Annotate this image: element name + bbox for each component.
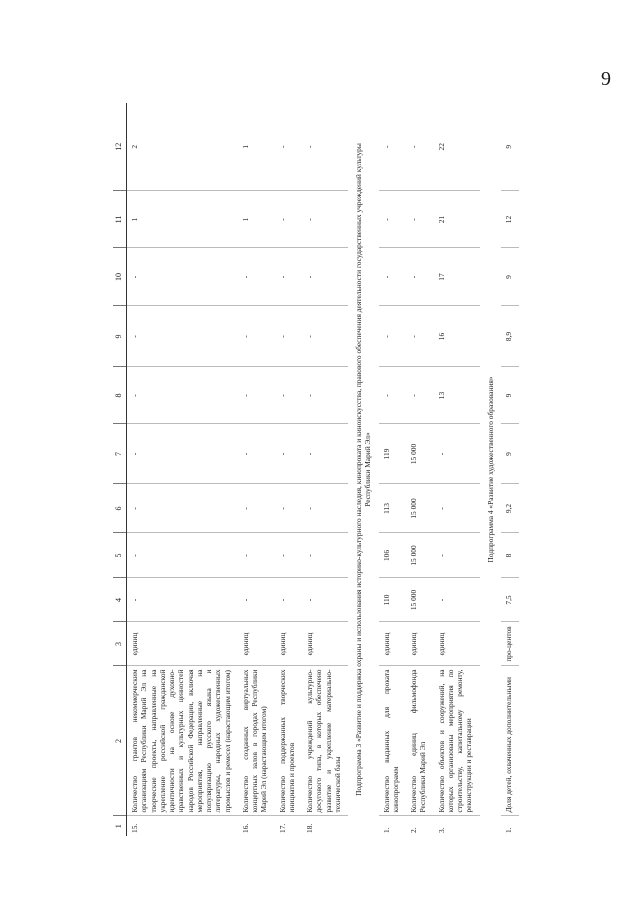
col-12-header: 12 (113, 103, 127, 191)
table-row (434, 103, 480, 836)
value-cell: - (127, 533, 238, 578)
value-cell: - (406, 306, 434, 367)
value-cell: 15 000 (406, 578, 434, 622)
table-row (379, 103, 407, 836)
row-number: 1. (381, 827, 391, 833)
value-cell: 17 (434, 248, 480, 306)
value-cell: 22 (434, 103, 480, 191)
table-row (406, 103, 434, 836)
col-10-header: 10 (113, 248, 127, 306)
value-cell: 15 000 (406, 533, 434, 578)
value-cell: - (406, 248, 434, 306)
unit: единиц (434, 622, 480, 666)
value-cell: 9 (501, 424, 519, 484)
value-cell: - (406, 367, 434, 424)
value-cell: 16 (434, 306, 480, 367)
value-cell: - (379, 306, 407, 367)
value-cell: - (302, 484, 348, 533)
value-cell: - (238, 578, 275, 622)
indicator-name: Количество созданных виртуальных концертных залов в городах Республики Марий Эл (нарастающим итогом) (238, 666, 275, 816)
value-cell: - (127, 424, 238, 484)
unit: единиц (275, 622, 303, 666)
col-3-header: 3 (113, 622, 127, 666)
value-cell: - (275, 424, 303, 484)
row-number: 16. (240, 823, 250, 833)
value-cell: 8 (501, 533, 519, 578)
value-cell: - (379, 103, 407, 191)
rotated-table-container (113, 103, 523, 836)
col-8-header: 8 (113, 367, 127, 424)
value-cell: - (127, 484, 238, 533)
value-cell: - (275, 484, 303, 533)
value-cell: 119 (379, 424, 407, 484)
value-cell: - (238, 424, 275, 484)
value-cell: 9 (501, 248, 519, 306)
unit: единиц (127, 622, 238, 666)
value-cell: 1 (238, 191, 275, 248)
value-cell: - (302, 103, 348, 191)
value-cell: 13 (434, 367, 480, 424)
unit: единиц (238, 622, 275, 666)
value-cell: - (434, 424, 480, 484)
value-cell: - (406, 103, 434, 191)
value-cell: - (275, 248, 303, 306)
value-cell: - (238, 484, 275, 533)
value-cell: - (275, 367, 303, 424)
value-cell: - (238, 533, 275, 578)
col-2-header: 2 (113, 666, 127, 816)
row-number: 1. (503, 827, 513, 833)
value-cell: - (379, 367, 407, 424)
value-cell: - (238, 306, 275, 367)
value-cell: - (434, 484, 480, 533)
table-row (238, 103, 275, 836)
value-cell: - (127, 306, 238, 367)
unit: единиц (406, 622, 434, 666)
unit: единиц (302, 622, 348, 666)
value-cell: - (406, 191, 434, 248)
value-cell: - (302, 248, 348, 306)
indicator-name: Количество объектов и сооружений, на которых организованы мероприятия по строительству, капитальному ремонту, реконструкции и реставрации (434, 666, 480, 816)
value-cell: - (275, 103, 303, 191)
table-row (127, 103, 238, 836)
value-cell: - (238, 367, 275, 424)
col-5-header: 5 (113, 533, 127, 578)
row-number: 2. (409, 827, 418, 833)
col-9-header: 9 (113, 306, 127, 367)
value-cell: - (127, 248, 238, 306)
row-number: 15. (130, 823, 139, 833)
value-cell: - (379, 191, 407, 248)
col-6-header: 6 (113, 484, 127, 533)
value-cell: - (238, 248, 275, 306)
value-cell: 2 (127, 103, 238, 191)
subprogram-4-heading-row (480, 103, 501, 836)
value-cell: - (379, 248, 407, 306)
value-cell: - (275, 306, 303, 367)
value-cell: 15 000 (406, 424, 434, 484)
col-7-header: 7 (113, 424, 127, 484)
indicator-name: Количество поддержанных творческих инициатив и проектов (275, 666, 303, 816)
value-cell: 12 (501, 191, 519, 248)
subprogram-3-heading-row (348, 103, 379, 836)
value-cell: 15 000 (406, 484, 434, 533)
indicator-name: Доля детей, охваченных дополнительными (501, 666, 519, 816)
value-cell: 8,9 (501, 306, 519, 367)
value-cell: - (302, 424, 348, 484)
value-cell: - (275, 191, 303, 248)
value-cell: - (434, 578, 480, 622)
value-cell: - (275, 578, 303, 622)
value-cell: 110 (379, 578, 407, 622)
table-row (302, 103, 348, 836)
table-row (275, 103, 303, 836)
row-number: 17. (277, 823, 287, 833)
indicator-name: Количество учреждений культурно-досугового типа, в которых обеспечено развитие и укрепление материально-технической базы (302, 666, 348, 816)
value-cell: 1 (238, 103, 275, 191)
value-cell: 9 (501, 103, 519, 191)
value-cell: - (434, 533, 480, 578)
column-number-row (113, 103, 127, 836)
row-number: 18. (305, 823, 314, 833)
value-cell: - (302, 578, 348, 622)
subprogram-4-heading: Подпрограмма 4 «Развитие художественного образования» (485, 376, 495, 563)
indicators-table (113, 103, 519, 836)
value-cell: - (302, 306, 348, 367)
col-1-header: 1 (113, 816, 127, 836)
unit: единиц (379, 622, 407, 666)
value-cell: - (302, 533, 348, 578)
value-cell: - (127, 578, 238, 622)
value-cell: - (127, 367, 238, 424)
col-11-header: 11 (113, 191, 127, 248)
value-cell: 1 (127, 191, 238, 248)
value-cell: 7,5 (501, 578, 519, 622)
value-cell: - (302, 191, 348, 248)
indicator-name: Количество выданных для проката кинопрограмм (379, 666, 407, 816)
row-number: 3. (436, 827, 446, 833)
unit: про-центов (501, 622, 519, 666)
value-cell: 113 (379, 484, 407, 533)
value-cell: 21 (434, 191, 480, 248)
subprogram-3-heading: Подпрограмма 3 «Развитие и поддержка охраны и использования историко-культурного наследия, кинопроката и киноискусства, правового обеспечения деятельности государственных учреждений культуры Республики Марий Эл» (354, 143, 373, 796)
indicator-name: Количество грантов некоммерческим организациям Республики Марий Эл на творческие проекты, направленные на укрепление российской гражданской идентичности на основе духовно-нравственных и культурных ценностей народов Российской Федерации, включая мероприятия, направленные на популяризацию русского языка и литературы, народных художественных промыслов и ремесел (нарастающим итогом) (127, 666, 238, 816)
value-cell: - (302, 367, 348, 424)
col-4-header: 4 (113, 578, 127, 622)
page-number: 9 (601, 68, 611, 90)
value-cell: 106 (379, 533, 407, 578)
value-cell: 9 (501, 367, 519, 424)
value-cell: 9,2 (501, 484, 519, 533)
table-row (501, 103, 519, 836)
indicator-name: Количество единиц фильмофонда Республики Марий Эл (406, 666, 434, 816)
value-cell: - (275, 533, 303, 578)
